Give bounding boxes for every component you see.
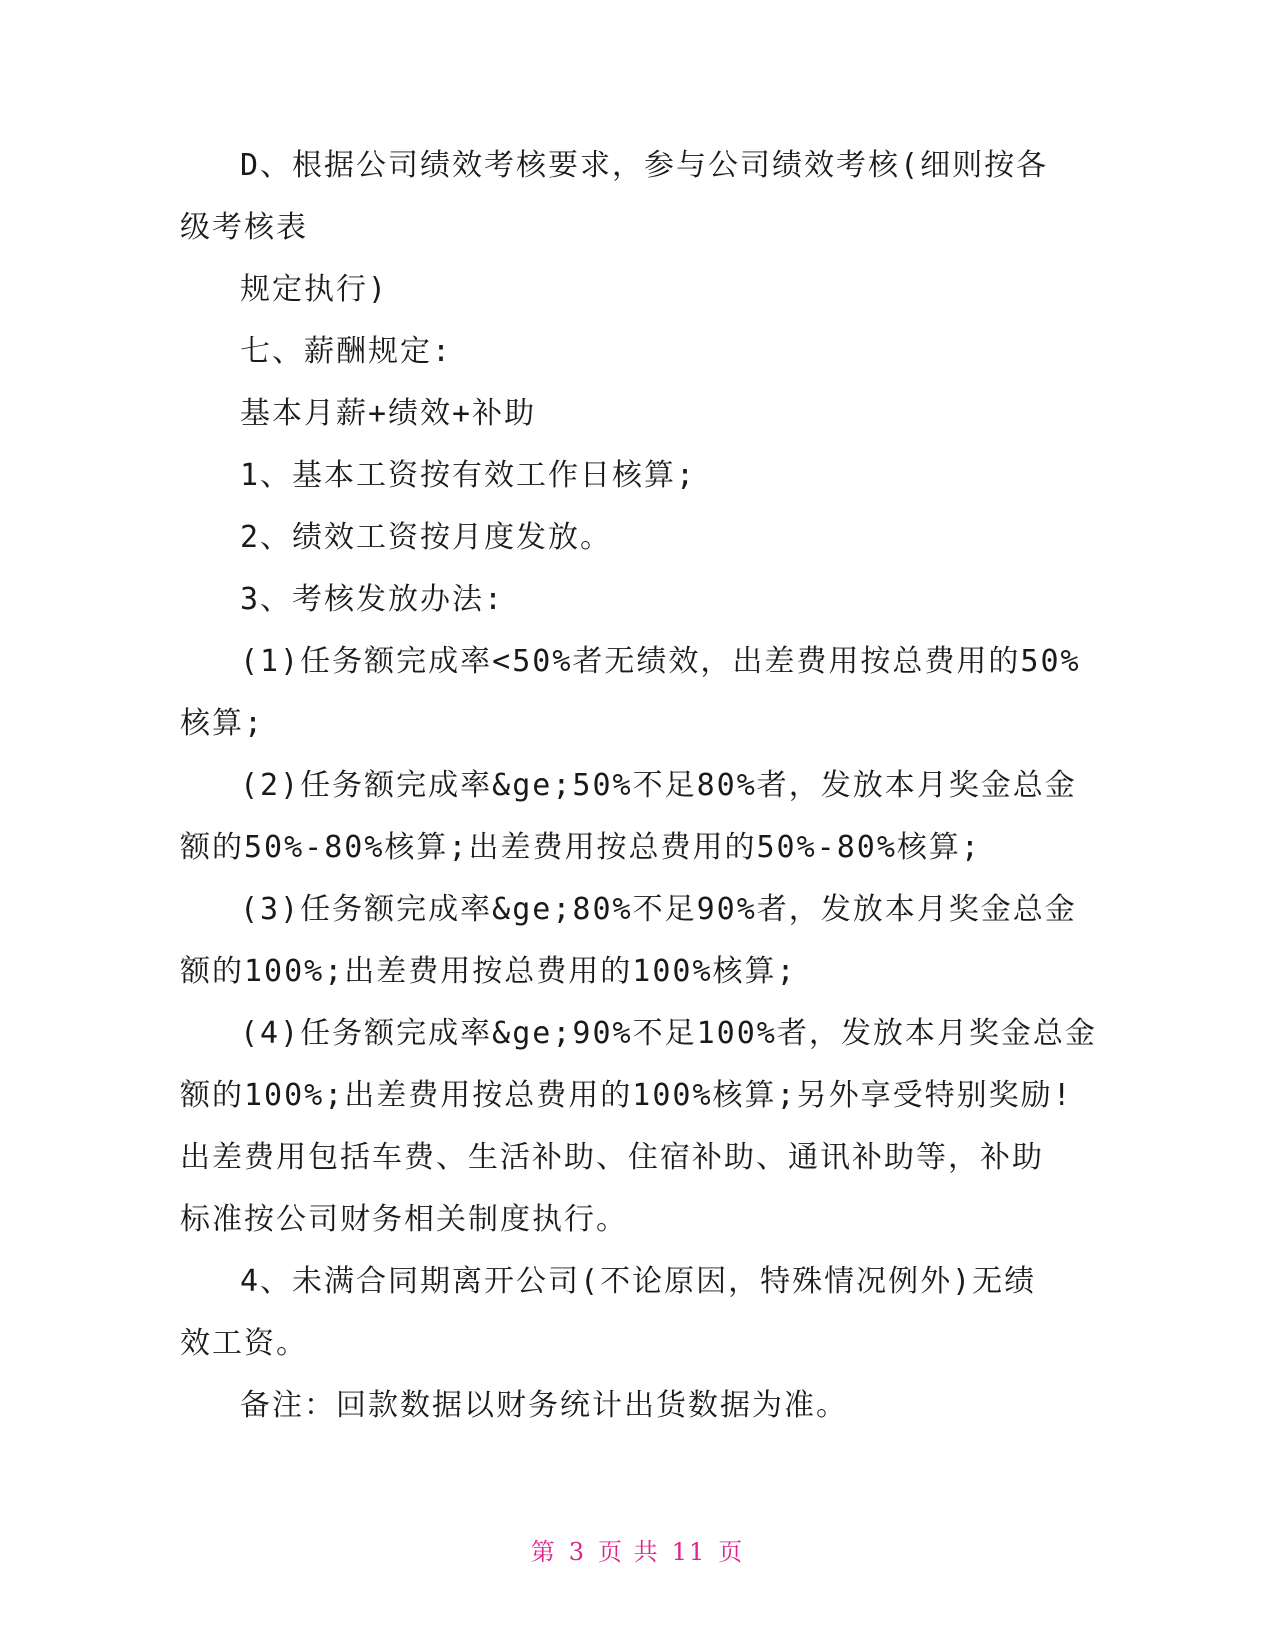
text-line: 1、基本工资按有效工作日核算; <box>240 458 697 493</box>
footer-prefix: 第 <box>530 1538 557 1566</box>
text-line: (1)任务额完成率<50%者无绩效，出差费用按总费用的50% <box>240 644 1081 679</box>
text-line: 标准按公司财务相关制度执行。 <box>180 1202 628 1237</box>
text-line: (2)任务额完成率&ge;50%不足80%者，发放本月奖金总金 <box>240 768 1077 803</box>
text-line: 额的100%;出差费用按总费用的100%核算;另外享受特别奖励! <box>180 1078 1073 1113</box>
text-line: 4、未满合同期离开公司(不论原因，特殊情况例外)无绩 <box>240 1264 1037 1299</box>
footer-middle: 页 共 <box>598 1538 660 1566</box>
text-line: (3)任务额完成率&ge;80%不足90%者，发放本月奖金总金 <box>240 892 1077 927</box>
text-line: 出差费用包括车费、生活补助、住宿补助、通讯补助等，补助 <box>180 1140 1044 1175</box>
text-line: 基本月薪+绩效+补助 <box>240 396 537 431</box>
text-line: 3、考核发放办法: <box>240 582 505 617</box>
text-line: 2、绩效工资按月度发放。 <box>240 520 613 555</box>
text-line: 效工资。 <box>180 1326 308 1361</box>
current-page-number: 3 <box>568 1538 587 1566</box>
text-line: 额的100%;出差费用按总费用的100%核算; <box>180 954 797 989</box>
section-heading: 七、薪酬规定: <box>240 334 453 369</box>
note-line: 备注：回款数据以财务统计出货数据为准。 <box>240 1388 848 1423</box>
document-body <box>180 135 1097 1437</box>
text-line: 核算; <box>180 706 265 741</box>
page-number-footer <box>0 1532 1275 1567</box>
total-page-count: 11 <box>671 1538 707 1566</box>
text-line: D、根据公司绩效考核要求，参与公司绩效考核(细则按各 <box>240 148 1049 183</box>
text-line: (4)任务额完成率&ge;90%不足100%者，发放本月奖金总金 <box>240 1016 1097 1051</box>
text-line: 规定执行) <box>240 272 389 307</box>
text-line: 额的50%-80%核算;出差费用按总费用的50%-80%核算; <box>180 830 981 865</box>
footer-suffix: 页 <box>718 1538 745 1566</box>
text-line: 级考核表 <box>180 210 308 245</box>
